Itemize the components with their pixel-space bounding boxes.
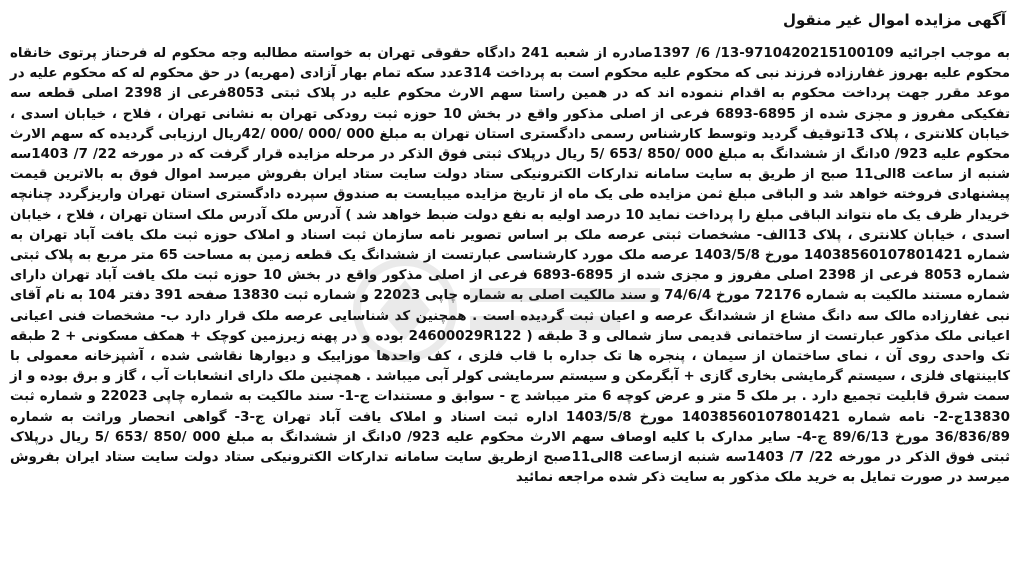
- notice-body: به موجب اجرائیه 9710420215100109-13/ 6/ 1397صادره از شعبه 241 دادگاه حقوقی تهران به خواسته مطالبه وجه محکوم له فرحناز پرتوی خانقاه محکوم علیه بهروز غفارزاده فرزند نبی که محکوم علیه محکوم است به پرداخت 314عدد سکه تمام بهار آزادی (مهریه) در حق محکوم له که محکوم علیه در موعد مقرر جهت پرداخت محکوم به اقدام ننموده اند که در همین راستا سهم الارث محکوم علیه در پلاک ثبتی 8053فرعی از 2398 اصلی قطعه سه تفکیکی مفروز و مجزی شده از 6895-6893 فرعی از اصلی مذکور واقع در بخش 10 حوزه ثبت رودکی تهران به نشانی تهران ، فلاح ، خیابان اسدی ، خیابان کلانتری ، پلاک 13توقیف گردید وتوسط کارشناس رسمی دادگستری استان تهران به مبلغ 000 /000 /000 /42ریال ارزیابی گردیده که سهم الارث محکوم علیه 923/ 0دانگ از ششدانگ به مبلغ 000 /850 /653 /5 ریال درپلاک ثبتی فوق الذکر در مرحله مزایده قرار گرفت که در مورخه 22/ 7/ 1403سه شنبه از ساعت 8الی11 صبح از طریق به سایت سامانه تدارکات الکترونیکی ستاد دولت سایت ستاد ایران بفروش میرسد اموال فوق به بالاترین قیمت پیشنهادی فروخته خواهد شد و الباقی مبلغ ثمن مزایده طی یک ماه از تاریخ مزایده میبایست به صندوق سپرده دادگستری استان تهران واریزگردد چنانچه خریدار ظرف یک ماه نتواند الباقی مبلغ را پرداخت نماید 10 درصد اولیه به نفع دولت ضبط خواهد شد ) آدرس ملک آدرس ملک استان تهران ، فلاح ، خیابان اسدی ، خیابان کلانتری ، پلاک 13الف- مشخصات ثبتی عرصه ملک بر اساس تصویر نامه سازمان ثبت اسناد و املاک حوزه ثبت ملک یافت آباد تهران به شماره 14038560107801421 مورخ 1403/5/8 عرصه ملک مورد کارشناسی عبارتست از ششدانگ یک قطعه زمین به مساحت 65 متر مربع به پلاک ثبتی شماره 8053 فرعی از 2398 اصلی مفروز و مجزی شده از 6895-6893 فرعی از اصلی مذکور واقع در بخش 10 حوزه ثبت ملک یافت آباد تهران دارای شماره مستند مالکیت به شماره 72176 مورخ 74/6/4 و سند مالکیت اصلی به شماره چاپی 22023 و شماره ثبت 13830 صفحه 391 دفتر 104 به نام آقای نبی غفارزاده مالک سه دانگ مشاع از ششدانگ عرصه و اعیان ثبت گردیده است . همچنین کد شناسایی عرصه ملک قرار دارد ب- مشخصات فنی اعیانی اعیانی ملک مذکور عبارتست از ساختمانی قدیمی ساز شمالی و 3 طبقه ( 24600029R122 بوده و در پهنه زیرزمین کوچک + همکف مسکونی + 2 طبقه تک واحدی روی آن ، نمای ساختمان از سیمان ، پنجره ها تک جداره با قاب فلزی ، کف واحدها موزاییک و دیوارها نقاشی شده ، آشپزخانه معمولی با کابینتهای فلزی ، سیستم گرمایشی بخاری گازی + آبگرمکن و سیستم سرمایشی کولر آبی میباشد . همچنین ملک دارای انشعابات آب ، گاز و برق بوده و از سمت شرق قابلیت تجمیع دارد . بر ملک 5 متر و عرض کوچه 6 متر میباشد ج - سوابق و مستندات ج-1- سند مالکیت به شماره چاپی 22023 و شماره ثبت 13830ج-2- نامه شماره 14038560107801421 مورخ 1403/5/8 اداره ثبت اسناد و املاک یافت آباد تهران ج-3- گواهی انحصار وراثت به شماره 36/836/89 مورخ 89/6/13 ج-4- سایر مدارک با کلیه اوصاف سهم الارث محکوم علیه 923/ 0دانگ از ششدانگ به مبلغ 000 /850 /653 /5 ریال درپلاک ثبتی فوق الذکر در مورخه 22/ 7/ 1403سه شنبه ازساعت 8الی11صبح ازطریق سایت سامانه تدارکات الکترونیکی ستاد دولت سایت ستاد ایران بفروش میرسد در صورت تمایل به خرید ملک مذکور به سایت ذکر شده مراجعه نمائید: [10, 46, 1011, 486]
- notice-title: آگهی مزایده اموال غیر منقول: [782, 11, 1006, 29]
